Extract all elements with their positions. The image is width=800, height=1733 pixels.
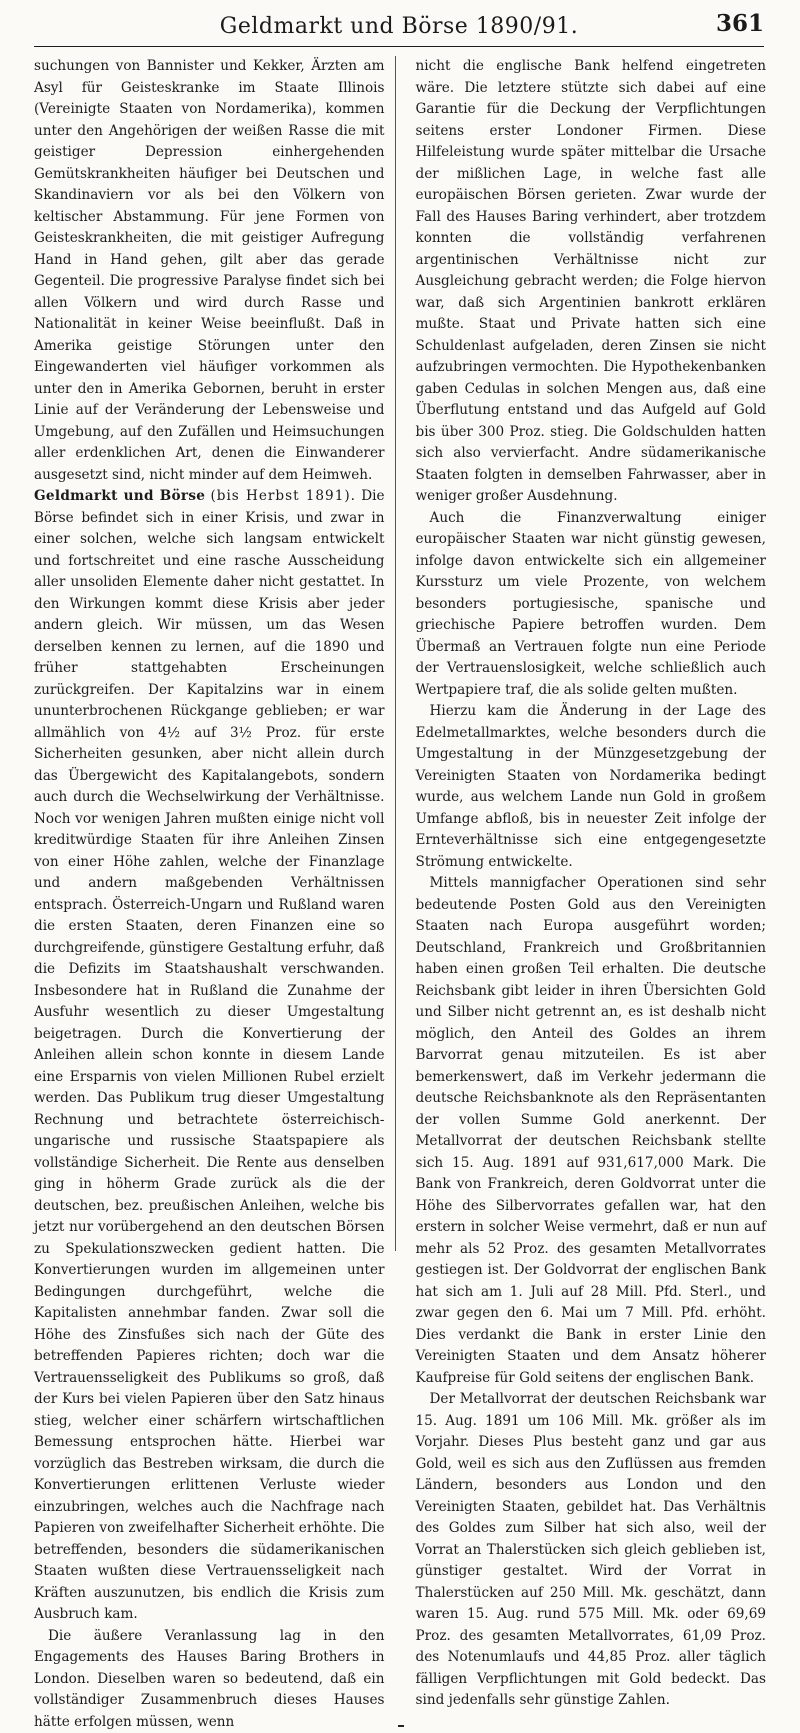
paragraph: Der Metallvorrat der deutschen Reichsbank war 15. Aug. 1891 um 106 Mill. Mk. größer als im Vorjahr. Dieses Plus besteht ganz und gar aus Gold, weil es sich aus den Zuflüssen aus fremden Ländern, besonders aus London und den Vereinigten Staaten, gebildet hat. Das Verhältnis des Goldes zum Silber hat sich also, weil der Vorrat an Thalerstücken sich gleich geblieben ist, günstiger gestaltet. Wird der Vorrat in Thalerstücken auf 250 Mill. Mk. geschätzt, dann waren 15. Aug. rund 575 Mill. Mk. oder 69,69 Proz. des gesamten Metallvorrates, 61,09 Proz. des Notenumlaufs und 44,85 Proz. aller täglich fälligen Verpflichtungen mit Gold bedeckt. Das sind jedenfalls sehr günstige Zahlen.: [416, 1389, 767, 1712]
paragraph: Hierzu kam die Änderung in der Lage des Edelmetallmarktes, welche besonders durch die Umgestaltung in der Münzgesetzgebung der Vereinigten Staaten von Nordamerika bedingt wurde, aus welchem Lande nun Gold in großem Umfange abfloß, bis in neuester Zeit infolge der Ernteverhältnisse sich eine entgegengesetzte Strömung entwickelte.: [416, 701, 767, 873]
section-heading-note: (bis Herbst 1891).: [210, 488, 356, 504]
section-heading: Geldmarkt und Börse: [34, 488, 205, 504]
paragraph: nicht die englische Bank helfend eingetreten wäre. Die letztere stützte sich dabei auf eine Garantie für die Deckung der Verpflichtungen seitens erster Londoner Firmen. Diese Hilfeleistung wurde später mittelbar die Ursache der mißlichen Lage, in welche fast alle europäischen Börsen gerieten. Zwar wurde der Fall des Hauses Baring verhindert, aber trotzdem konnten die vollständig verfahrenen argentinischen Verhältnisse nicht zur Ausgleichung gebracht werden; die Folge hiervon war, daß sich Argentinien bankrott erklären mußte. Staat und Private hatten sich eine Schuldenlast aufgeladen, deren Zinsen sie nicht aufzubringen vermochten. Die Hypothekenbanken gaben Cedulas in solchen Mengen aus, daß eine Überflutung entstand und das Aufgeld auf Gold bis über 300 Proz. stieg. Die Goldschulden hatten sich also vervierfacht. Andre südamerikanische Staaten folgten in demselben Fahrwasser, aber in weniger großer Ausdehnung.: [416, 56, 767, 508]
paragraph: Mittels mannigfacher Operationen sind sehr bedeutende Posten Gold aus den Vereinigten Staaten nach Europa ausgeführt worden; Deutschland, Frankreich und Großbritannien haben einen großen Teil erhalten. Die deutsche Reichsbank gibt leider in ihren Übersichten Gold und Silber nicht getrennt an, es ist deshalb nicht möglich, den Anteil des Goldes an ihrem Barvorrat genau mitzuteilen. Es ist aber bemerkenswert, daß im Verkehr jedermann die deutsche Reichsbanknote als den Repräsentanten der vollen Summe Gold anerkennt. Der Metallvorrat der deutschen Reichsbank stellte sich 15. Aug. 1891 auf 931,617,000 Mark. Die Bank von Frankreich, deren Goldvorrat unter die Höhe des Silbervorrates gefallen war, hat den erstern in solcher Weise vermehrt, daß er nun auf mehr als 52 Proz. des gesamten Metallvorrates gestiegen ist. Der Goldvorrat der englischen Bank hat sich am 1. Juli auf 28 Mill. Pfd. Sterl., und zwar gegen den 6. Mai um 7 Mill. Pfd. erhöht. Dies verdankt die Bank in erster Linie den Vereinigten Staaten und dem Ansatz höherer Kaufpreise für Gold seitens der englischen Bank.: [416, 873, 767, 1389]
footer-mark: [398, 1725, 404, 1727]
paragraph: Auch die Finanzverwaltung einiger europäischer Staaten war nicht günstig gewesen, infolge davon entwickelte sich ein allgemeiner Kurssturz um viele Prozente, von welchem besonders portugiesische, spanische und griechische Papiere betroffen wurden. Dem Übermaß an Vertrauen folgte nun eine Periode der Vertrauenslosigkeit, welche schließlich auch Wertpapiere traf, die als solide gelten mußten.: [416, 508, 767, 702]
paragraph: suchungen von Bannister und Kekker, Ärzten am Asyl für Geisteskranke im Staate Illinois (Vereinigte Staaten von Nordamerika), kommen unter den Angehörigen der weißen Rasse die mit geistiger Depression einhergehenden Gemütskrankheiten häufiger bei Deutschen und Skandinaviern vor als bei den Völkern von keltischer Abstammung. Für jene Formen von Geisteskrankheiten, die mit geistiger Aufregung Hand in Hand gehen, gilt aber das gerade Gegenteil. Die progressive Paralyse findet sich bei allen Völkern und wird durch Rasse und Nationalität in keiner Weise beeinflußt. Daß in Amerika geistige Störungen unter den Eingewanderten viel häufiger vorkommen als unter den in Amerika Gebornen, beruht in erster Linie auf der Veränderung der Lebensweise und Umgebung, auf den Zufällen und Heimsuchungen aller erdenklichen Art, denen die Einwanderer ausgesetzt sind, nicht minder auf dem Heimweh.: [34, 56, 385, 486]
page-header: [34, 0, 764, 47]
page-number: 361: [716, 10, 764, 37]
left-column: [34, 56, 396, 1251]
paragraph: Die äußere Veranlassung lag in den Engagements des Hauses Baring Brothers in London. Dieselben waren so bedeutend, daß ein vollständiger Zusammenbruch dieses Hauses hätte erfolgen müssen, wenn: [34, 1626, 385, 1733]
section-paragraph: [34, 486, 385, 1626]
text-columns: [34, 56, 766, 1251]
right-column: [416, 56, 767, 1251]
paragraph-text: Die Börse befindet sich in einer Krisis, und zwar in einer solchen, welche sich langsam entwickelt und fortschreitet und eine rasche Ausscheidung aller unsoliden Elemente daher nicht gestattet. In den Wirkungen kommt diese Krisis aber jeder andern gleich. Wir müssen, um das Wesen derselben kennen zu lernen, auf die 1890 und früher stattgehabten Erscheinungen zurückgreifen. Der Kapitalzins war in einem ununterbrochenen Rückgange geblieben; er war allmählich von 4½ auf 3½ Proz. für erste Sicherheiten gesunken, aber nicht allein durch das Übergewicht des Kapitalangebots, sondern auch durch die Wechselwirkung der Verhältnisse. Noch vor wenigen Jahren mußten einige nicht voll kreditwürdige Staaten für ihre Anleihen Zinsen von einer Höhe zahlen, welche der Finanzlage und andern maßgebenden Verhältnissen entsprach. Österreich-Ungarn und Rußland waren die ersten Staaten, deren Finanzen eine so durchgreifende, günstigere Gestaltung erfuhr, daß die Defizits im Staatshaushalt verschwanden. Insbesondere hat in Rußland die Zunahme der Ausfuhr wesentlich zu dieser Umgestaltung beigetragen. Durch die Konvertierung der Anleihen allein schon konnte in diesem Lande eine Ersparnis von vielen Millionen Rubel erzielt werden. Das Publikum trug dieser Umgestaltung Rechnung und betrachtete österreichisch-ungarische und russische Staatspapiere als vollständige Sicherheit. Die Rente aus denselben ging in höherm Grade zurück als die der deutschen, bez. preußischen Anleihen, welche bis jetzt nur vorübergehend an den deutschen Börsen zu Spekulationszwecken gedient hatten. Die Konvertierungen wurden im allgemeinen unter Bedingungen durchgeführt, welche die Kapitalisten annehmbar fanden. Zwar soll die Höhe des Zinsfußes sich nach der Güte des betreffenden Papieres richten; doch war die Vertrauensseligkeit des Publikums so groß, daß der Kurs bei vielen Papieren über den Satz hinaus stieg, welcher einer schärfern wirtschaftlichen Bemessung entsprochen hätte. Hierbei war vorzüglich das Bestreben wirksam, die durch die Konvertierungen erlittenen Verluste wieder einzubringen, welches auch die Nachfrage nach Papieren von zweifelhafter Sicherheit erhöhte. Die betreffenden, besonders die südamerikanischen Staaten wußten diese Vertrauensseligkeit nach Kräften auszunutzen, bis endlich die Krisis zum Ausbruch kam.: [34, 488, 385, 1622]
running-title: Geldmarkt und Börse 1890/91.: [34, 14, 764, 39]
